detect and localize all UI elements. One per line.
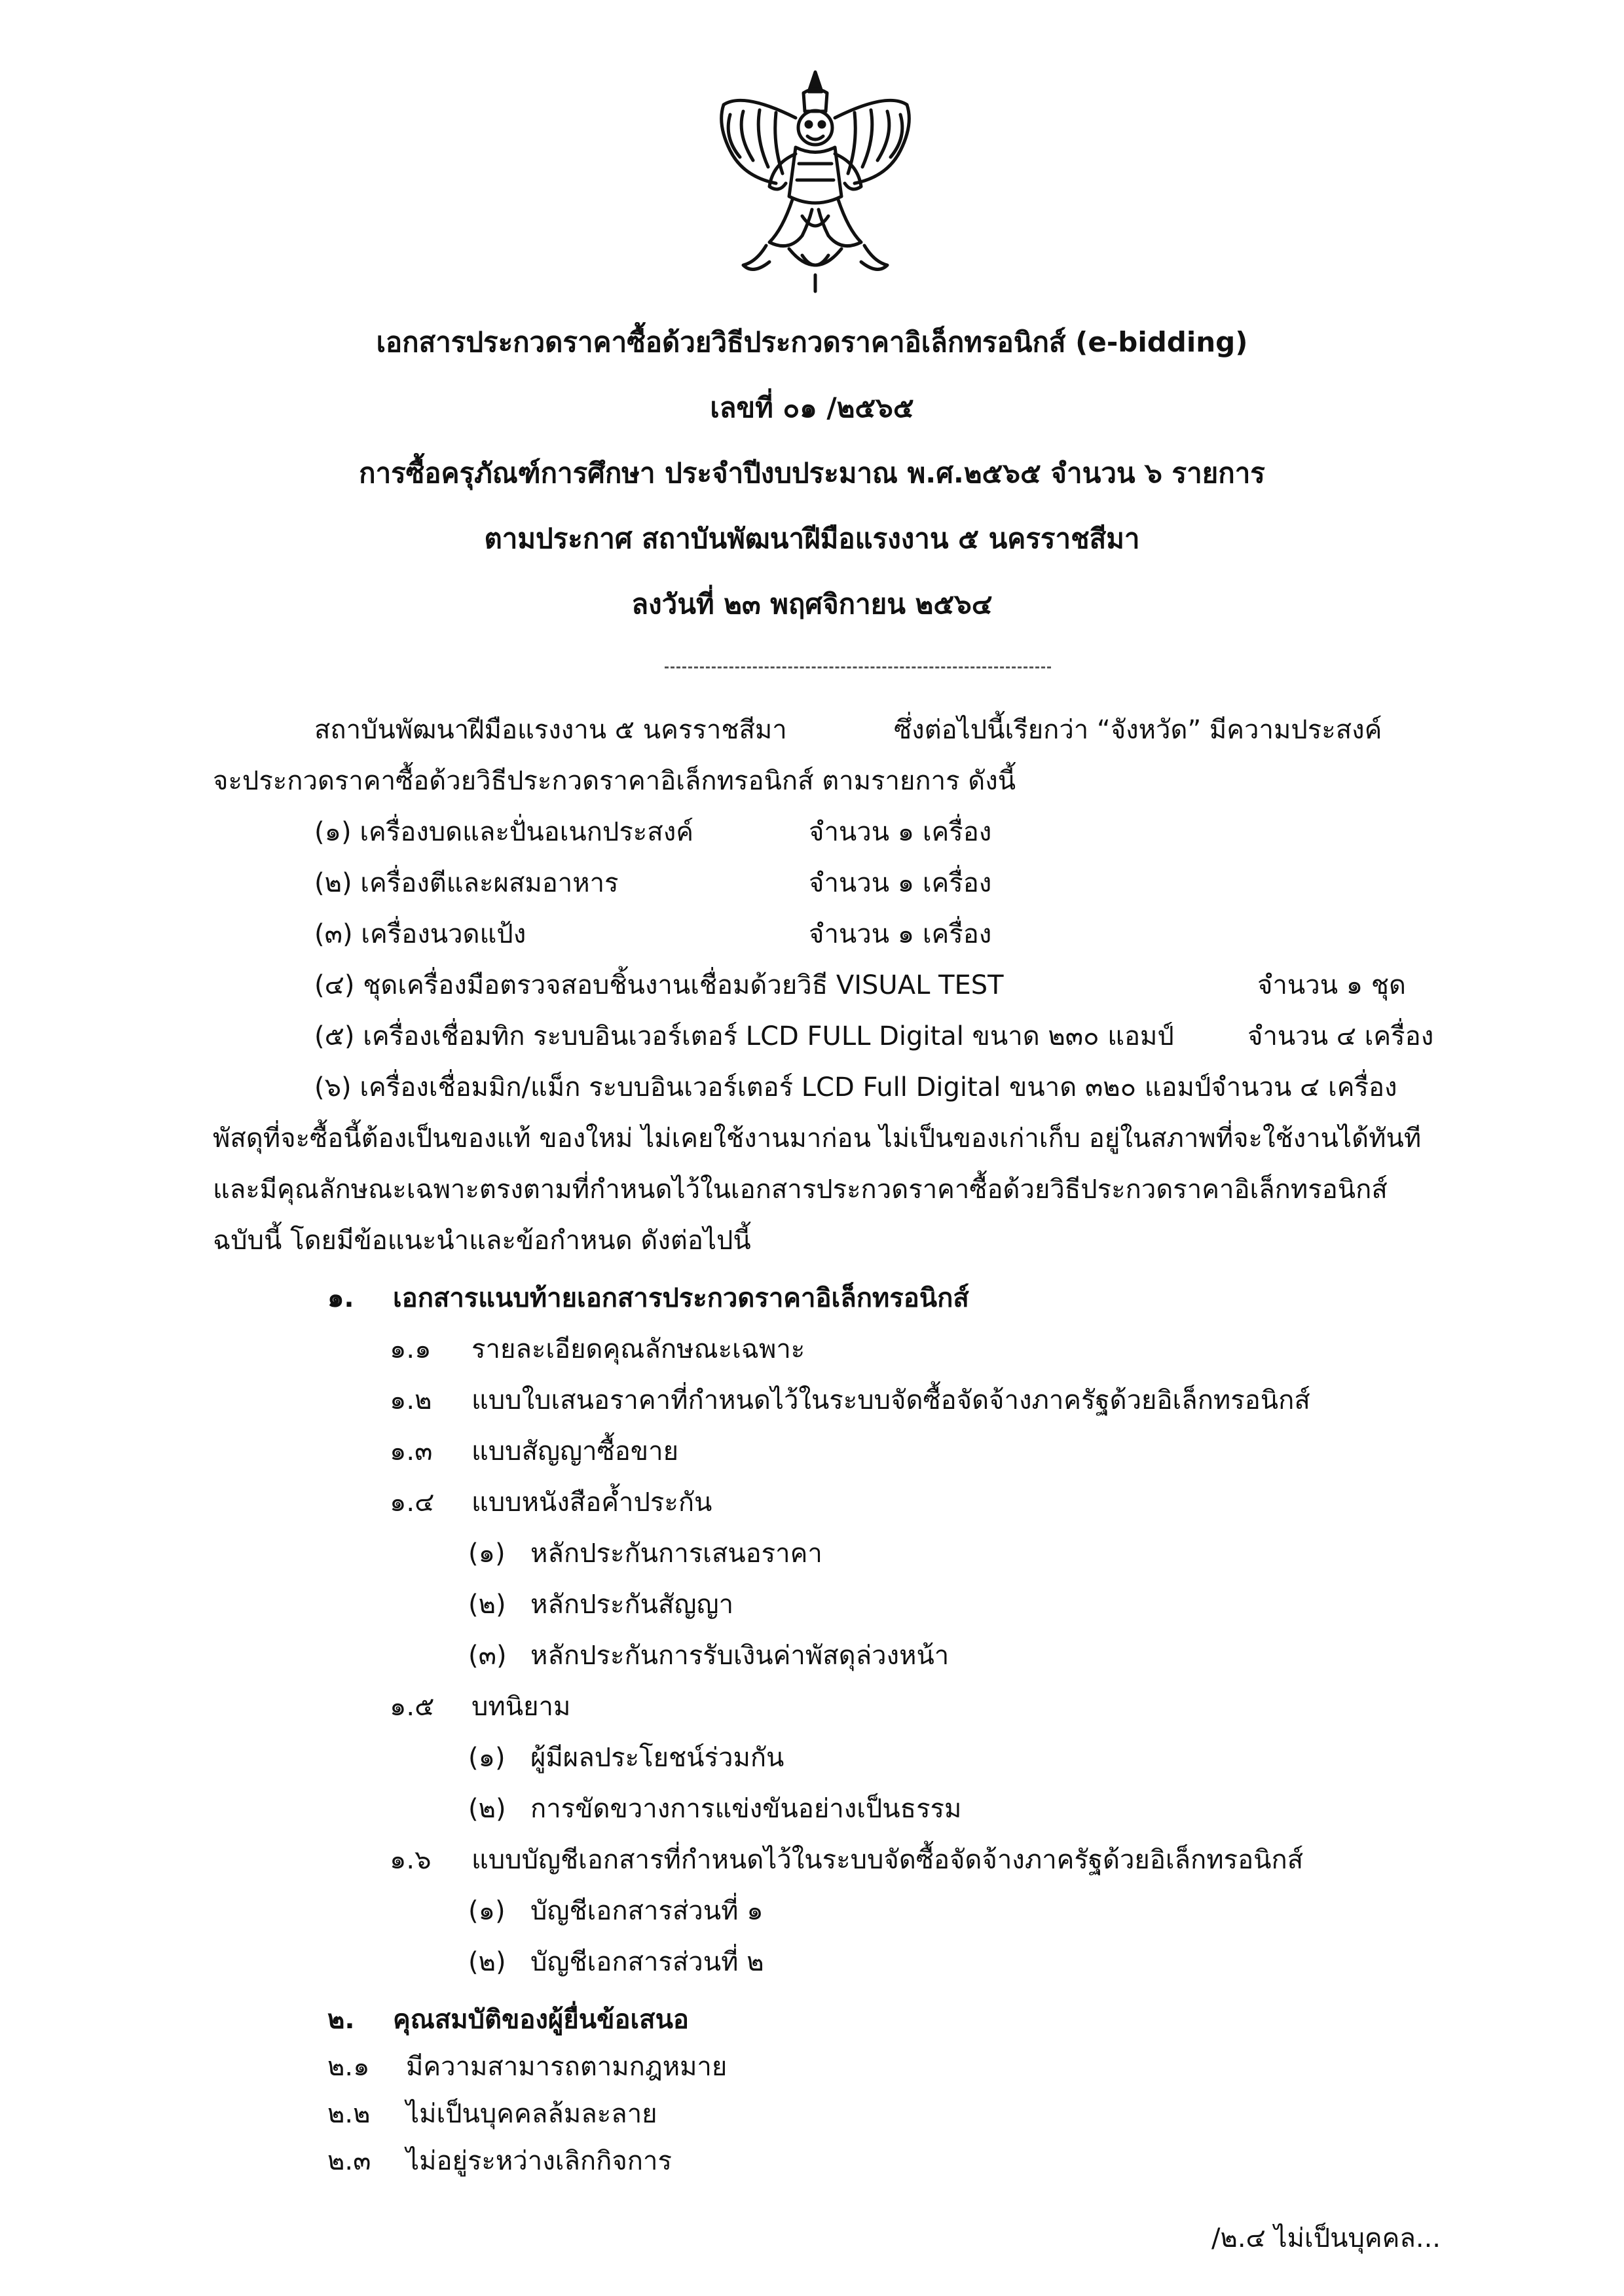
section-2-2-text: ไม่เป็นบุคคลล้มละลาย [406,2099,657,2129]
item-3-name: (๓) เครื่องนวดแป้ง [314,919,526,949]
section-1-4-number: ๑.๔ [390,1487,435,1518]
section-1-2-text: แบบใบเสนอราคาที่กำหนดไว้ในระบบจัดซื้อจัดจ้างภาครัฐด้วยอิเล็กทรอนิกส์ [471,1385,1310,1415]
document-date: ลงวันที่ ๒๓ พฤศจิกายน ๒๕๖๔ [631,588,993,620]
section-1-4-text: แบบหนังสือค้ำประกัน [471,1487,712,1518]
item-2-name: (๒) เครื่องตีและผสมอาหาร [314,868,619,898]
intro-called: ซึ่งต่อไปนี้เรียกว่า “จังหวัด” มีความประสงค์ [894,715,1382,745]
section-1-6-1-number: (๑) [468,1896,506,1926]
section-1-1-text: รายละเอียดคุณลักษณะเฉพาะ [471,1334,805,1364]
section-1-number: ๑. [327,1283,354,1313]
section-1-5-1-number: (๑) [468,1743,506,1773]
section-2-number: ๒. [327,2005,355,2035]
section-1-5-2-number: (๒) [468,1794,506,1824]
document-number: เลขที่ ๐๑ /๒๕๖๕ [710,392,914,424]
header-divider [665,666,1051,668]
section-1-3-number: ๑.๓ [390,1436,433,1467]
item-1-qty: จำนวน ๑ เครื่อง [809,817,992,847]
page-continuation: /๒.๔ ไม่เป็นบุคคล... [1211,2223,1441,2253]
item-5-qty: จำนวน ๔ เครื่อง [1247,1021,1434,1051]
section-1-4-3-text: หลักประกันการรับเงินค่าพัสดุล่วงหน้า [530,1641,950,1671]
item-2-qty: จำนวน ๑ เครื่อง [809,868,992,898]
section-1-title: เอกสารแนบท้ายเอกสารประกวดราคาอิเล็กทรอนิกส์ [393,1283,969,1313]
announcement-line: ตามประกาศ สถาบันพัฒนาฝีมือแรงงาน ๕ นครราชสีมา [484,522,1140,555]
section-1-3-text: แบบสัญญาซื้อขาย [471,1436,679,1467]
section-1-6-1-text: บัญชีเอกสารส่วนที่ ๑ [530,1896,764,1926]
section-2-1-number: ๒.๑ [327,2052,370,2082]
intro-agency: สถาบันพัฒนาฝีมือแรงงาน ๕ นครราชสีมา [314,715,787,745]
item-3-qty: จำนวน ๑ เครื่อง [809,919,992,949]
section-1-4-1-text: หลักประกันการเสนอราคา [530,1539,822,1569]
section-2-2-number: ๒.๒ [327,2099,371,2129]
paragraph-line-3: ฉบับนี้ โดยมีข้อแนะนำและข้อกำหนด ดังต่อไปนี้ [213,1226,751,1256]
item-4-name: (๔) ชุดเครื่องมือตรวจสอบชิ้นงานเชื่อมด้วยวิธี VISUAL TEST [314,970,1004,1000]
section-1-1-number: ๑.๑ [390,1334,432,1364]
garuda-emblem-icon [704,65,927,301]
section-1-4-1-number: (๑) [468,1539,506,1569]
section-1-5-number: ๑.๕ [390,1692,435,1722]
section-1-4-2-text: หลักประกันสัญญา [530,1590,734,1620]
section-1-6-2-text: บัญชีเอกสารส่วนที่ ๒ [530,1947,764,1977]
section-1-6-text: แบบบัญชีเอกสารที่กำหนดไว้ในระบบจัดซื้อจัดจ้างภาครัฐด้วยอิเล็กทรอนิกส์ [471,1845,1304,1875]
item-6-name: (๖) เครื่องเชื่อมมิก/แม็ก ระบบอินเวอร์เตอร์ LCD Full Digital ขนาด ๓๒๐ แอมป์จำนวน ๔ เครื่อง [314,1072,1397,1102]
intro-line-2: จะประกวดราคาซื้อด้วยวิธีประกวดราคาอิเล็กทรอนิกส์ ตามรายการ ดังนี้ [213,766,1016,796]
section-1-2-number: ๑.๒ [390,1385,432,1415]
section-1-5-2-text: การขัดขวางการแข่งขันอย่างเป็นธรรม [530,1794,962,1824]
paragraph-line-1: พัสดุที่จะซื้อนี้ต้องเป็นของแท้ ของใหม่ ไม่เคยใช้งานมาก่อน ไม่เป็นของเก่าเก็บ อยู่ในสภาพที่จะใช้งานได้ทันที [213,1123,1422,1154]
section-2-title: คุณสมบัติของผู้ยื่นข้อเสนอ [393,2005,689,2035]
section-1-5-text: บทนิยาม [471,1692,571,1722]
section-1-4-2-number: (๒) [468,1590,506,1620]
section-2-3-number: ๒.๓ [327,2146,371,2176]
section-1-6-number: ๑.๖ [390,1845,432,1875]
paragraph-line-2: และมีคุณลักษณะเฉพาะตรงตามที่กำหนดไว้ในเอกสารประกวดราคาซื้อด้วยวิธีประกวดราคาอิเล็กทรอนิกส์ [213,1175,1388,1205]
section-1-6-2-number: (๒) [468,1947,506,1977]
document-title: เอกสารประกวดราคาซื้อด้วยวิธีประกวดราคาอิเล็กทรอนิกส์ (e-bidding) [376,326,1248,358]
item-4-qty: จำนวน ๑ ชุด [1257,970,1406,1000]
section-1-5-1-text: ผู้มีผลประโยชน์ร่วมกัน [530,1743,784,1773]
item-5-name: (๕) เครื่องเชื่อมทิก ระบบอินเวอร์เตอร์ LCD FULL Digital ขนาด ๒๓๐ แอมป์ [314,1021,1174,1051]
item-1-name: (๑) เครื่องบดและปั่นอเนกประสงค์ [314,817,693,847]
document-subject: การซื้อครุภัณฑ์การศึกษา ประจำปีงบประมาณ พ.ศ.๒๕๖๕ จำนวน ๖ รายการ [359,457,1265,489]
section-2-1-text: มีความสามารถตามกฎหมาย [406,2052,728,2082]
section-1-4-3-number: (๓) [468,1641,507,1671]
section-2-3-text: ไม่อยู่ระหว่างเลิกกิจการ [406,2146,672,2176]
